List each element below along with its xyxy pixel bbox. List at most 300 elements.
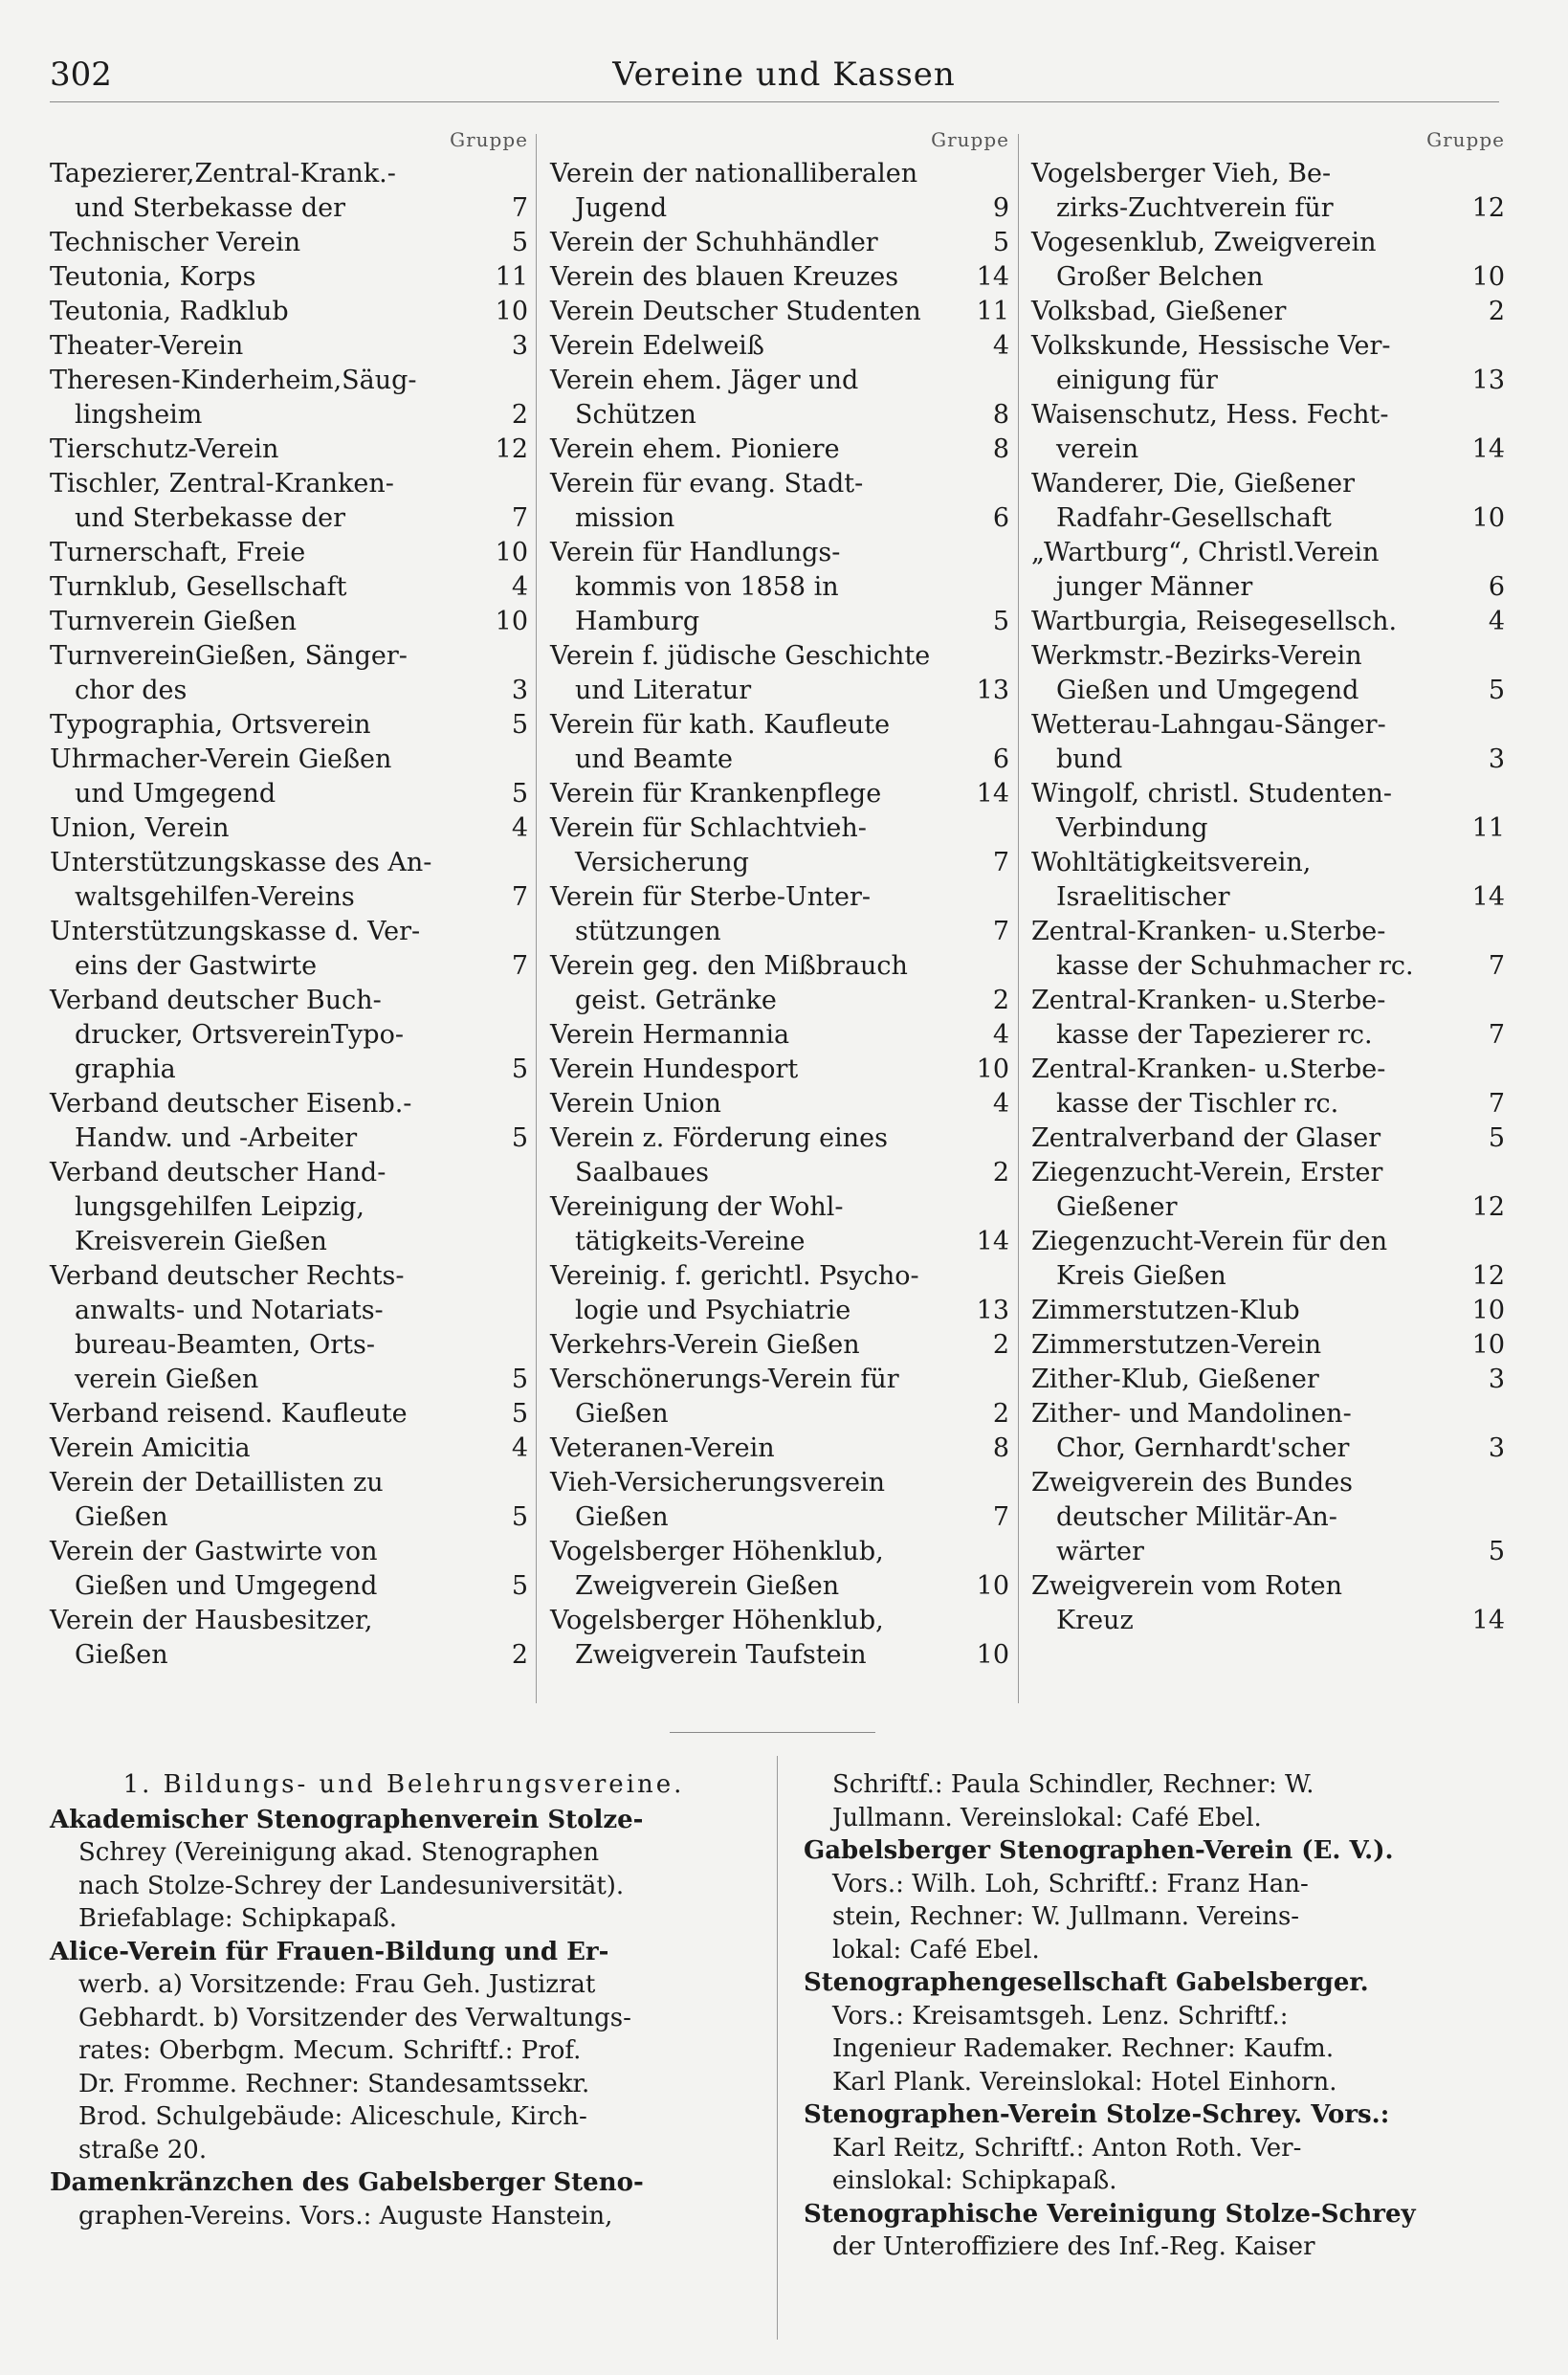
index-entry — [50, 1535, 528, 1604]
index-entry — [1031, 1294, 1505, 1328]
entry-text: Zentralverband der Glaser — [1031, 1123, 1381, 1153]
index-entry — [50, 295, 528, 329]
entry-text: Veteranen-Verein — [550, 1433, 775, 1463]
entry-list — [50, 157, 528, 1673]
entry-text: Verein Edelweiß — [550, 331, 764, 361]
entry-text: verein — [1056, 434, 1139, 464]
entry-text: Turnerschaft, Freie — [50, 538, 306, 567]
entry-text: Uhrmacher-Verein Gießen — [50, 744, 392, 774]
association-entry — [804, 2098, 1507, 2198]
entry-text: deutscher Militär-An- — [1056, 1502, 1337, 1532]
entry-text: Kreisverein Gießen — [75, 1227, 327, 1256]
gruppe-number: 9 — [992, 193, 1009, 223]
gruppe-number: 10 — [976, 1054, 1009, 1084]
association-detail: lokal: Café Ebel. — [832, 1935, 1040, 1964]
association-detail: straße 20. — [78, 2135, 208, 2164]
entry-text: wärter — [1056, 1537, 1144, 1566]
gruppe-number: 11 — [1471, 813, 1505, 843]
index-entry — [50, 743, 528, 811]
gruppe-number: 11 — [495, 262, 528, 292]
entry-text: Verein ehem. Jäger und — [550, 366, 859, 395]
entry-text: Zentral-Kranken- u.Sterbe- — [1031, 986, 1386, 1015]
association-detail: Karl Reitz, Schriftf.: Anton Roth. Ver- — [832, 2133, 1302, 2163]
entry-text: Union, Verein — [50, 813, 230, 843]
gruppe-number: 4 — [992, 331, 1009, 361]
index-entry — [50, 605, 528, 639]
association-detail: Vors.: Kreisamtsgeh. Lenz. Schriftf.: — [832, 2001, 1289, 2031]
entry-text: Vereinigung der Wohl- — [550, 1192, 844, 1222]
section-column-left — [50, 1768, 758, 2232]
gruppe-number: 4 — [992, 1089, 1009, 1119]
gruppe-number: 5 — [511, 1365, 528, 1394]
gruppe-number: 10 — [1471, 1330, 1505, 1360]
index-entry — [1031, 1121, 1505, 1156]
entry-text: kasse der Tapezierer rc. — [1056, 1020, 1373, 1050]
entry-text: Wanderer, Die, Gießener — [1031, 469, 1356, 499]
entry-text: eins der Gastwirte — [75, 951, 318, 981]
entry-text: Vereinig. f. gerichtl. Psycho- — [550, 1261, 919, 1291]
entry-text: kasse der Tischler rc. — [1056, 1089, 1339, 1119]
entry-text: Teutonia, Radklub — [50, 297, 289, 326]
header-rule — [50, 101, 1499, 102]
entry-text: kasse der Schuhmacher rc. — [1056, 951, 1414, 981]
entry-text: Zimmerstutzen-Klub — [1031, 1296, 1300, 1325]
gruppe-number: 7 — [1488, 951, 1505, 981]
gruppe-number: 4 — [511, 572, 528, 602]
index-entry — [550, 1535, 1009, 1604]
entry-text: lungsgehilfen Leipzig, — [75, 1192, 364, 1222]
index-entry — [550, 811, 1009, 880]
index-entry — [50, 984, 528, 1087]
entry-text: Unterstützungskasse des An- — [50, 848, 432, 877]
index-entry — [50, 157, 528, 226]
association-detail: Schriftf.: Paula Schindler, Rechner: W. — [832, 1770, 1314, 1799]
entry-text: Wohltätigkeitsverein, — [1031, 848, 1312, 877]
entry-text: Zweigverein vom Roten — [1031, 1571, 1342, 1601]
gruppe-number: 3 — [511, 331, 528, 361]
entry-text: Verbindung — [1056, 813, 1208, 843]
association-detail: werb. a) Vorsitzende: Frau Geh. Justizrat — [78, 1970, 596, 1999]
index-entry — [550, 1121, 1009, 1190]
gruppe-number: 14 — [1471, 434, 1505, 464]
running-title: Vereine und Kassen — [612, 55, 956, 94]
index-entry — [550, 1190, 1009, 1259]
index-entry — [50, 1466, 528, 1535]
association-name: Stenographengesellschaft Gabelsberger. — [804, 1968, 1369, 1997]
gruppe-number: 2 — [1488, 297, 1505, 326]
entry-text: drucker, OrtsvereinTypo- — [75, 1020, 404, 1050]
entry-text: Werkmstr.-Bezirks-Verein — [1031, 641, 1362, 671]
entry-text: stützungen — [575, 917, 721, 946]
index-entry — [550, 1259, 1009, 1328]
association-entry — [804, 1834, 1507, 1966]
entry-text: Verein Deutscher Studenten — [550, 297, 921, 326]
gruppe-number: 3 — [1488, 744, 1505, 774]
entry-text: Gießener — [1056, 1192, 1178, 1222]
association-name: Stenographen-Verein Stolze-Schrey. Vors.: — [804, 2100, 1390, 2129]
entry-text: lingsheim — [75, 400, 203, 430]
gruppe-label: Gruppe — [1426, 128, 1505, 151]
entry-text: Wingolf, christl. Studenten- — [1031, 779, 1392, 809]
entry-text: Volksbad, Gießener — [1031, 297, 1287, 326]
entry-text: Theater-Verein — [50, 331, 244, 361]
entry-text: und Umgegend — [75, 779, 276, 809]
entry-text: Turnklub, Gesellschaft — [50, 572, 347, 602]
index-entry — [550, 1604, 1009, 1673]
entry-text: Chor, Gernhardt'scher — [1056, 1433, 1350, 1463]
association-name: Alice-Verein für Frauen-Bildung und Er- — [50, 1937, 609, 1966]
association-entry — [50, 1936, 758, 2167]
entry-text: Vieh-Versicherungsverein — [550, 1468, 886, 1498]
entry-text: Verschönerungs-Verein für — [550, 1365, 899, 1394]
entry-text: Tischler, Zentral-Kranken- — [50, 469, 394, 499]
entry-text: Ziegenzucht-Verein, Erster — [1031, 1158, 1383, 1188]
index-entry — [1031, 1569, 1505, 1638]
gruppe-number: 14 — [976, 262, 1009, 292]
entry-text: Vogelsberger Höhenklub, — [550, 1606, 884, 1635]
entry-text: Zither-Klub, Gießener — [1031, 1365, 1319, 1394]
association-name: Akademischer Stenographenverein Stolze- — [50, 1805, 644, 1834]
entry-text: Tapezierer,Zentral-Krank.- — [50, 159, 396, 189]
gruppe-number: 10 — [1471, 262, 1505, 292]
index-entry — [1031, 398, 1505, 467]
entry-text: Teutonia, Korps — [50, 262, 256, 292]
index-entry — [550, 1018, 1009, 1053]
gruppe-number: 14 — [1471, 1606, 1505, 1635]
entry-text: Verband deutscher Eisenb.- — [50, 1089, 412, 1119]
gruppe-number: 5 — [992, 228, 1009, 257]
entry-text: Verein der Schuhhändler — [550, 228, 878, 257]
association-name: Gabelsberger Stenographen-Verein (E. V.). — [804, 1836, 1394, 1865]
index-column-3 — [1031, 122, 1505, 1638]
association-detail: Vors.: Wilh. Loh, Schriftf.: Franz Han- — [832, 1869, 1309, 1898]
entry-text: Verein für Schlachtvieh- — [550, 813, 867, 843]
gruppe-number: 5 — [1488, 676, 1505, 705]
entry-text: Typographia, Ortsverein — [50, 710, 371, 740]
entry-text: Turnverein Gießen — [50, 607, 298, 636]
entry-text: Vogelsberger Höhenklub, — [550, 1537, 884, 1566]
entry-text: Verein für Krankenpflege — [550, 779, 882, 809]
entry-text: Schützen — [575, 400, 696, 430]
entry-list — [1031, 157, 1505, 1638]
index-entry — [550, 777, 1009, 811]
entry-text: Verband deutscher Buch- — [50, 986, 382, 1015]
gruppe-label: Gruppe — [931, 128, 1009, 151]
index-entry — [50, 1259, 528, 1397]
index-entry — [50, 1604, 528, 1673]
index-entry — [50, 536, 528, 570]
index-entry — [50, 570, 528, 605]
index-entry — [1031, 1328, 1505, 1363]
entry-text: verein Gießen — [75, 1365, 259, 1394]
column-divider — [536, 134, 537, 1703]
association-detail: Dr. Fromme. Rechner: Standesamtssekr. — [78, 2069, 590, 2098]
gruppe-number: 14 — [976, 779, 1009, 809]
index-entry — [1031, 1363, 1505, 1397]
association-entry — [50, 1804, 758, 1936]
index-entry — [1031, 1466, 1505, 1569]
index-entry — [1031, 1225, 1505, 1294]
gruppe-number: 10 — [976, 1640, 1009, 1670]
gruppe-number: 7 — [511, 193, 528, 223]
index-entry — [550, 260, 1009, 295]
entry-text: Gießen — [75, 1640, 168, 1670]
gruppe-number: 13 — [976, 676, 1009, 705]
index-entry — [50, 639, 528, 708]
entry-text: Gießen und Umgegend — [1056, 676, 1359, 705]
gruppe-number: 4 — [511, 1433, 528, 1463]
gruppe-number: 3 — [1488, 1433, 1505, 1463]
entry-text: Ziegenzucht-Verein für den — [1031, 1227, 1388, 1256]
index-entry — [550, 433, 1009, 467]
gruppe-label: Gruppe — [450, 128, 528, 151]
entry-text: Kreuz — [1056, 1606, 1134, 1635]
gruppe-number: 10 — [1471, 1296, 1505, 1325]
entry-text: mission — [575, 503, 675, 533]
index-entry — [50, 708, 528, 743]
index-entry — [550, 949, 1009, 1018]
entry-text: tätigkeits-Vereine — [575, 1227, 806, 1256]
entry-text: Jugend — [575, 193, 668, 223]
index-entry — [50, 1397, 528, 1432]
index-entry — [550, 1087, 1009, 1121]
index-entry — [550, 295, 1009, 329]
entry-text: und Sterbekasse der — [75, 503, 346, 533]
entry-text: Verein der nationalliberalen — [550, 159, 918, 189]
gruppe-number: 3 — [511, 676, 528, 705]
entry-text: graphia — [75, 1054, 176, 1084]
gruppe-number: 8 — [992, 400, 1009, 430]
index-entry — [1031, 915, 1505, 984]
gruppe-number: 2 — [992, 1399, 1009, 1429]
entry-text: Verein ehem. Pioniere — [550, 434, 840, 464]
gruppe-number: 2 — [992, 1330, 1009, 1360]
entry-text: Verein für evang. Stadt- — [550, 469, 864, 499]
entry-list — [550, 157, 1009, 1673]
association-detail: Karl Plank. Vereinslokal: Hotel Einhorn. — [832, 2067, 1337, 2097]
gruppe-number: 5 — [511, 1123, 528, 1153]
index-column-2 — [550, 122, 1009, 1673]
index-entry — [550, 364, 1009, 433]
index-entry — [1031, 467, 1505, 536]
gruppe-number: 6 — [992, 744, 1009, 774]
entry-text: Verband reisend. Kaufleute — [50, 1399, 408, 1429]
entry-text: und Sterbekasse der — [75, 193, 346, 223]
entry-text: Tierschutz-Verein — [50, 434, 279, 464]
index-entry — [550, 1328, 1009, 1363]
entry-text: kommis von 1858 in — [575, 572, 839, 602]
index-entry — [550, 1432, 1009, 1466]
gruppe-number: 10 — [976, 1571, 1009, 1601]
section-title: 1. Bildungs- und Belehrungsvereine. — [122, 1770, 685, 1799]
page-number: 302 — [50, 55, 112, 94]
entry-text: Verein z. Förderung eines — [550, 1123, 888, 1153]
gruppe-number: 2 — [511, 1640, 528, 1670]
association-detail: einslokal: Schipkapaß. — [832, 2166, 1117, 2195]
association-detail: rates: Oberbgm. Mecum. Schriftf.: Prof. — [78, 2036, 582, 2065]
gruppe-number: 4 — [1488, 607, 1505, 636]
entry-text: anwalts- und Notariats- — [75, 1296, 384, 1325]
index-entry — [50, 1432, 528, 1466]
index-entry — [50, 364, 528, 433]
entry-text: Verein für Handlungs- — [550, 538, 841, 567]
gruppe-number: 5 — [1488, 1537, 1505, 1566]
section-blocks — [804, 1768, 1507, 2264]
entry-text: bund — [1056, 744, 1123, 774]
index-entry — [50, 915, 528, 984]
gruppe-number: 6 — [1488, 572, 1505, 602]
entry-text: Volkskunde, Hessische Ver- — [1031, 331, 1391, 361]
gruppe-number: 10 — [1471, 503, 1505, 533]
entry-text: junger Männer — [1056, 572, 1253, 602]
association-name: Damenkränzchen des Gabelsberger Steno- — [50, 2168, 644, 2197]
index-entry — [550, 226, 1009, 260]
association-detail: Gebhardt. b) Vorsitzender des Verwaltungs- — [78, 2003, 631, 2032]
association-name: Stenographische Vereinigung Stolze-Schrey — [804, 2199, 1416, 2229]
gruppe-number: 10 — [495, 297, 528, 326]
association-detail: nach Stolze-Schrey der Landesuniversität). — [78, 1871, 625, 1900]
gruppe-number: 5 — [511, 1054, 528, 1084]
index-entry — [1031, 639, 1505, 708]
index-entry — [1031, 1053, 1505, 1121]
index-entry — [550, 1466, 1009, 1535]
entry-text: zirks-Zuchtverein für — [1056, 193, 1334, 223]
entry-text: Zweigverein Gießen — [575, 1571, 840, 1601]
entry-text: Verein für Sterbe-Unter- — [550, 882, 871, 912]
section-rule — [670, 1732, 875, 1733]
association-entry — [804, 2198, 1507, 2264]
entry-text: Verein Union — [550, 1089, 721, 1119]
entry-text: Kreis Gießen — [1056, 1261, 1226, 1291]
gruppe-number: 5 — [992, 607, 1009, 636]
index-entry — [50, 846, 528, 915]
section-column-right — [804, 1768, 1507, 2264]
index-entry — [1031, 1156, 1505, 1225]
entry-text: Zentral-Kranken- u.Sterbe- — [1031, 917, 1386, 946]
association-detail: Briefablage: Schipkapaß. — [78, 1904, 397, 1933]
index-entry — [550, 1053, 1009, 1087]
index-entry — [550, 1363, 1009, 1432]
entry-text: Verein der Gastwirte von — [50, 1537, 378, 1566]
gruppe-number: 5 — [1488, 1123, 1505, 1153]
entry-text: Gießen — [575, 1502, 669, 1532]
entry-text: Vogesenklub, Zweigverein — [1031, 228, 1377, 257]
gruppe-number: 5 — [511, 1502, 528, 1532]
association-detail: Brod. Schulgebäude: Aliceschule, Kirch- — [78, 2102, 587, 2131]
index-entry — [50, 329, 528, 364]
gruppe-number: 13 — [1471, 366, 1505, 395]
entry-text: Verein geg. den Mißbrauch — [550, 951, 908, 981]
gruppe-number: 3 — [1488, 1365, 1505, 1394]
association-detail: Schrey (Vereinigung akad. Stenographen — [78, 1838, 600, 1867]
gruppe-number: 12 — [1471, 1192, 1505, 1222]
gruppe-number: 4 — [992, 1020, 1009, 1050]
entry-text: einigung für — [1056, 366, 1218, 395]
index-entry — [1031, 536, 1505, 605]
index-entry — [550, 880, 1009, 949]
gruppe-number: 7 — [511, 503, 528, 533]
entry-text: Zentral-Kranken- u.Sterbe- — [1031, 1054, 1386, 1084]
entry-text: Verein des blauen Kreuzes — [550, 262, 899, 292]
gruppe-number: 7 — [992, 917, 1009, 946]
index-entry — [1031, 605, 1505, 639]
entry-text: Theresen-Kinderheim,Säug- — [50, 366, 417, 395]
entry-text: bureau-Beamten, Orts- — [75, 1330, 375, 1360]
gruppe-number: 2 — [992, 986, 1009, 1015]
entry-text: Wartburgia, Reisegesellsch. — [1031, 607, 1398, 636]
gruppe-number: 14 — [976, 1227, 1009, 1256]
gruppe-number: 2 — [992, 1158, 1009, 1188]
entry-text: Gießen — [575, 1399, 669, 1429]
gruppe-number: 5 — [511, 1571, 528, 1601]
gruppe-number: 10 — [495, 607, 528, 636]
gruppe-number: 10 — [495, 538, 528, 567]
association-entry — [50, 2166, 758, 2232]
index-entry — [1031, 708, 1505, 777]
entry-text: logie und Psychiatrie — [575, 1296, 851, 1325]
index-entry — [50, 811, 528, 846]
index-entry — [550, 639, 1009, 708]
entry-text: Zweigverein Taufstein — [575, 1640, 867, 1670]
section-blocks — [50, 1804, 758, 2233]
index-entry — [1031, 329, 1505, 398]
entry-text: „Wartburg“, Christl.Verein — [1031, 538, 1380, 567]
entry-text: Hamburg — [575, 607, 700, 636]
entry-text: Saalbaues — [575, 1158, 709, 1188]
entry-text: Großer Belchen — [1056, 262, 1264, 292]
gruppe-number: 7 — [1488, 1020, 1505, 1050]
entry-text: Verband deutscher Rechts- — [50, 1261, 405, 1291]
entry-text: geist. Getränke — [575, 986, 777, 1015]
gruppe-number: 5 — [511, 710, 528, 740]
entry-text: Unterstützungskasse d. Ver- — [50, 917, 421, 946]
entry-text: Wetterau-Lahngau-Sänger- — [1031, 710, 1386, 740]
index-entry — [50, 1156, 528, 1259]
index-entry — [1031, 1397, 1505, 1466]
gruppe-number: 4 — [511, 813, 528, 843]
entry-text: Verkehrs-Verein Gießen — [550, 1330, 860, 1360]
association-detail: Ingenieur Rademaker. Rechner: Kaufm. — [832, 2034, 1335, 2063]
association-entry — [804, 1768, 1507, 1834]
index-entry — [1031, 846, 1505, 915]
entry-text: Verein Amicitia — [50, 1433, 251, 1463]
gruppe-number: 12 — [1471, 1261, 1505, 1291]
gruppe-number: 8 — [992, 1433, 1009, 1463]
entry-text: Versicherung — [575, 848, 749, 877]
entry-text: Gießen — [75, 1502, 168, 1532]
index-column-1 — [50, 122, 528, 1673]
entry-text: Zweigverein des Bundes — [1031, 1468, 1353, 1498]
gruppe-number: 7 — [511, 882, 528, 912]
gruppe-number: 7 — [992, 848, 1009, 877]
entry-text: Technischer Verein — [50, 228, 301, 257]
entry-text: Waisenschutz, Hess. Fecht- — [1031, 400, 1389, 430]
index-entry — [1031, 295, 1505, 329]
index-entry — [1031, 984, 1505, 1053]
index-entry — [550, 157, 1009, 226]
entry-text: Israelitischer — [1056, 882, 1230, 912]
association-entry — [804, 1966, 1507, 2098]
column-divider — [1018, 134, 1019, 1703]
gruppe-number: 5 — [511, 779, 528, 809]
gruppe-number: 12 — [495, 434, 528, 464]
index-entry — [550, 467, 1009, 536]
gruppe-number: 8 — [992, 434, 1009, 464]
entry-text: Verband deutscher Hand- — [50, 1158, 386, 1188]
index-entry — [550, 708, 1009, 777]
gruppe-number: 11 — [976, 297, 1009, 326]
gruppe-number: 7 — [1488, 1089, 1505, 1119]
